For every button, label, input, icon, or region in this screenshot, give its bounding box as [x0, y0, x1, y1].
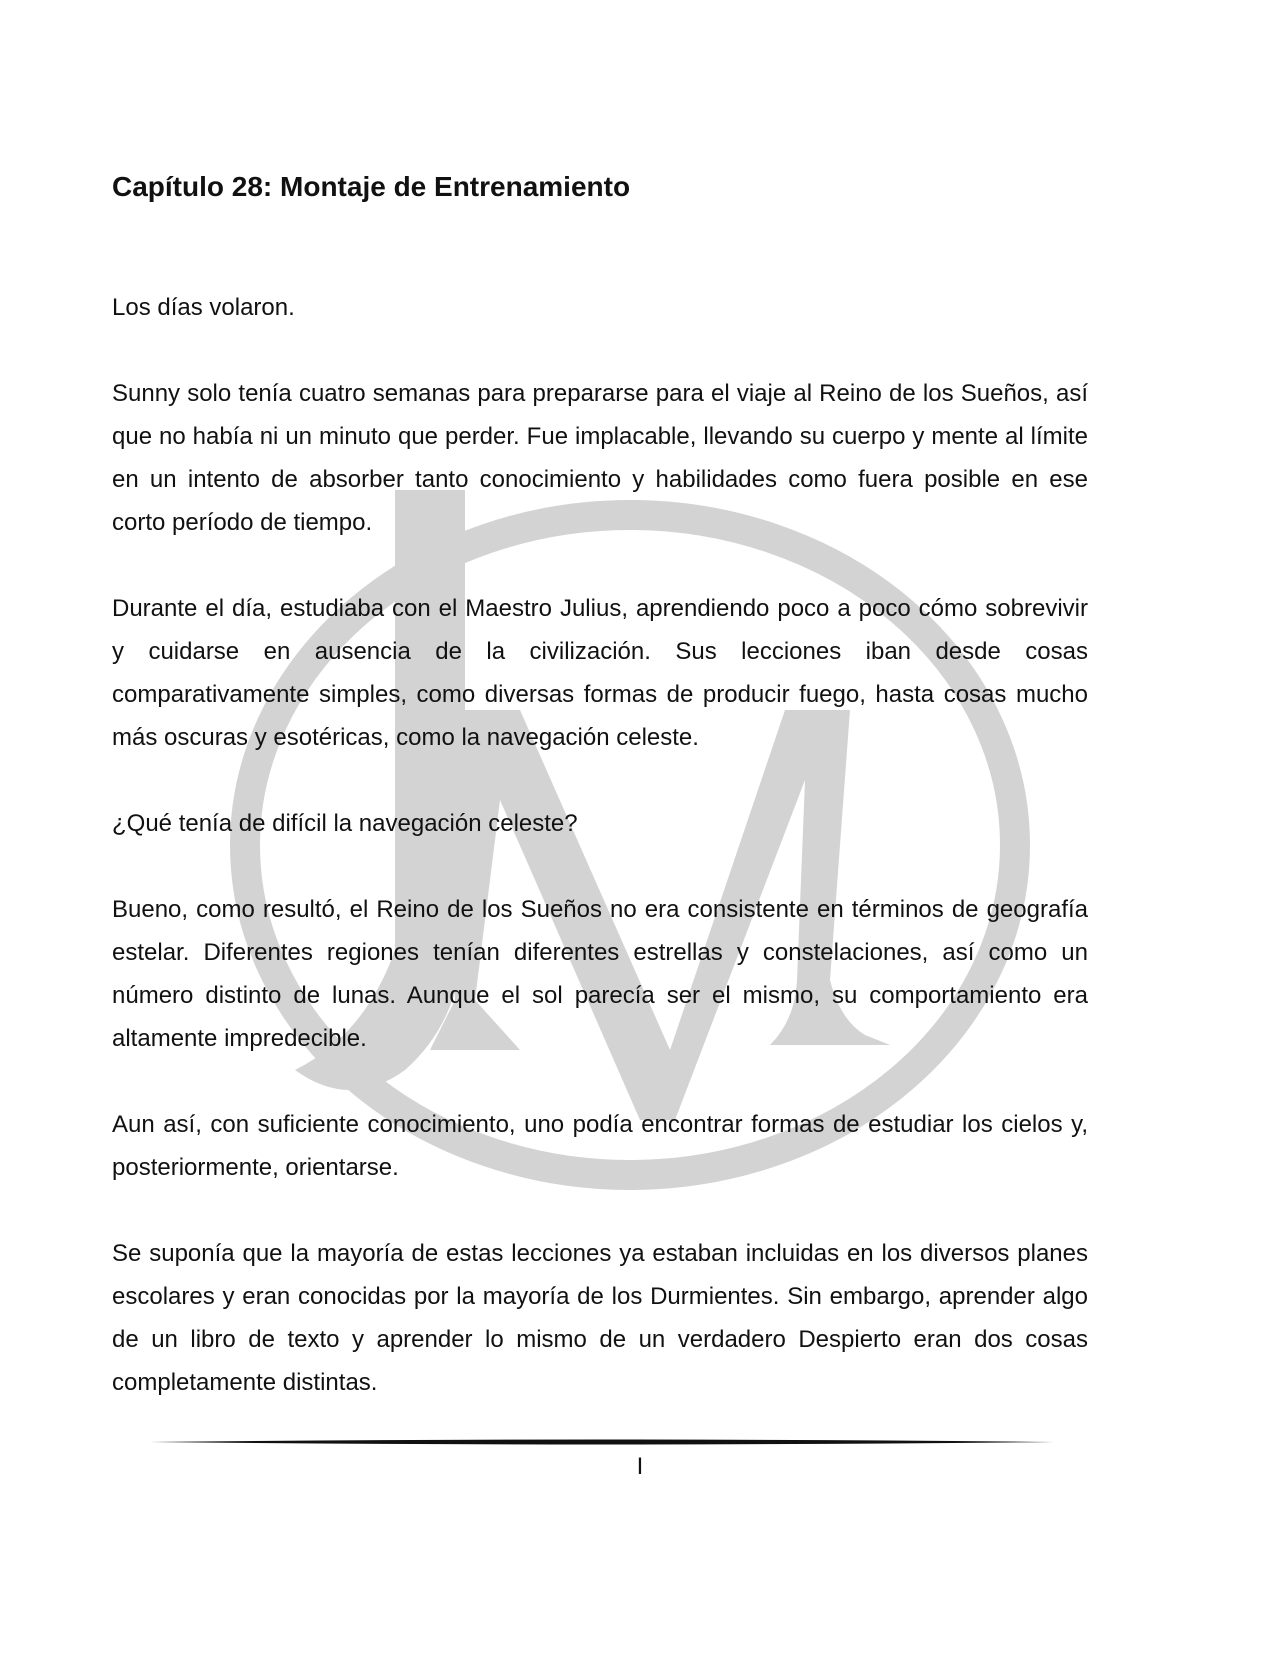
- paragraph: Sunny solo tenía cuatro semanas para prepararse para el viaje al Reino de los Sueños, así que no había ni un minuto que perder. Fue implacable, llevando su cuerpo y mente al límite en un intento de absorber tanto conocimiento y habilidades como fuera posible en ese corto período de tiempo.: [112, 379, 1088, 536]
- footer-divider: [150, 1437, 1054, 1447]
- chapter-title: Capítulo 28: Montaje de Entrenamiento: [112, 171, 631, 202]
- page-number: I: [636, 1453, 644, 1480]
- paragraph: Los días volaron.: [112, 293, 295, 321]
- document-page: [112, 170, 1088, 1404]
- paragraph: Durante el día, estudiaba con el Maestro Julius, aprendiendo poco a poco cómo sobrevivir y cuidarse en ausencia de la civilización. Sus lecciones iban desde cosas comparativamente simples, como diversas formas de producir fuego, hasta cosas mucho más oscuras y esotéricas, como la navegación celeste.: [112, 594, 1088, 751]
- paragraph: Aun así, con suficiente conocimiento, uno podía encontrar formas de estudiar los cielos y, posteriormente, orientarse.: [112, 1110, 1088, 1181]
- paragraph: Bueno, como resultó, el Reino de los Sueños no era consistente en términos de geografía estelar. Diferentes regiones tenían diferentes estrellas y constelaciones, así como un número distinto de lunas. Aunque el sol parecía ser el mismo, su comportamiento era altamente impredecible.: [112, 895, 1088, 1052]
- paragraph: Se suponía que la mayoría de estas lecciones ya estaban incluidas en los diversos planes escolares y eran conocidas por la mayoría de los Durmientes. Sin embargo, aprender algo de un libro de texto y aprender lo mismo de un verdadero Despierto eran dos cosas completamente distintas.: [112, 1239, 1088, 1396]
- paragraph: ¿Qué tenía de difícil la navegación celeste?: [112, 809, 578, 837]
